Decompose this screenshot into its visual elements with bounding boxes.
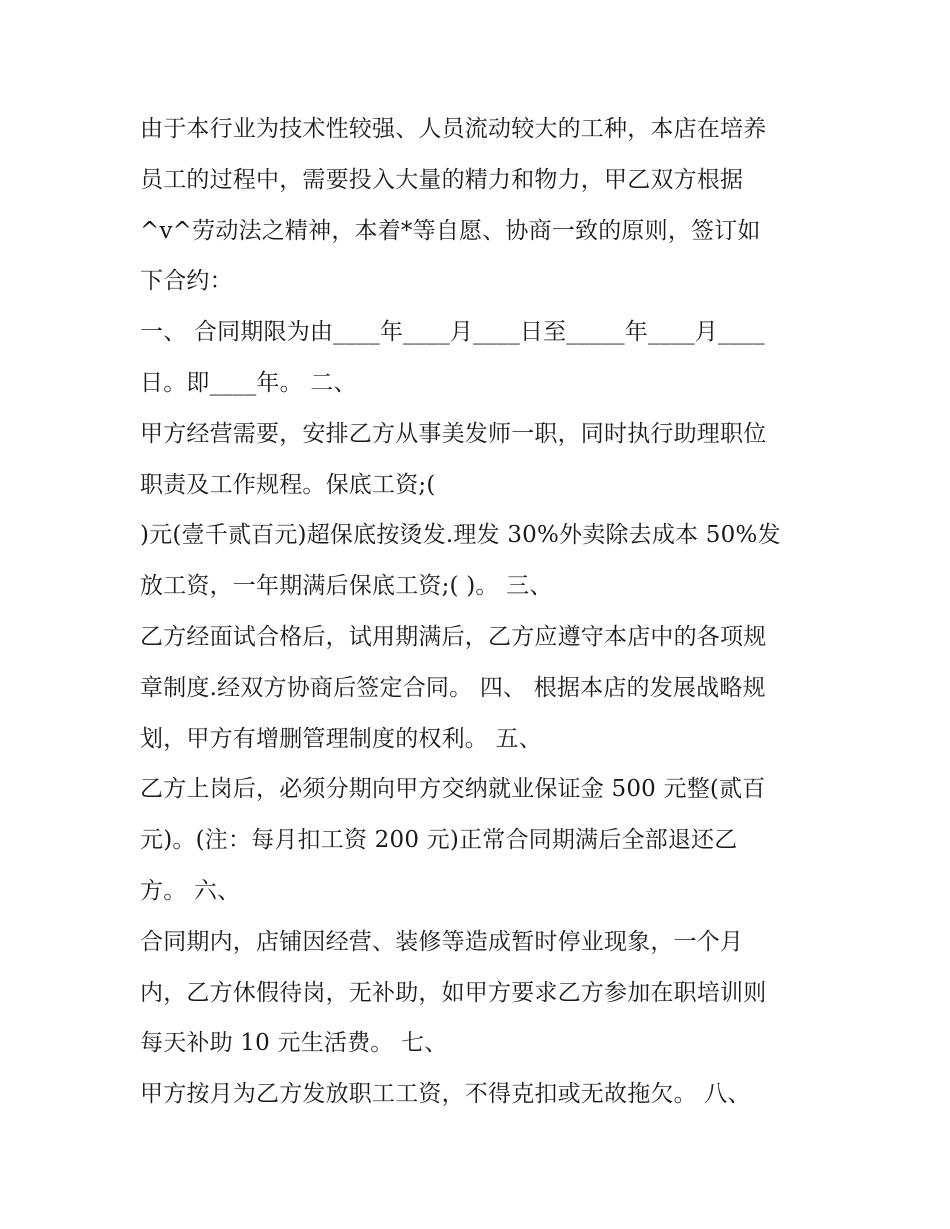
text-line: 乙方上岗后，必须分期向甲方交纳就业保证金 500 元整(贰百 [140,776,766,803]
text-line: 每天补助 10 元生活费。 七、 [140,1030,448,1057]
text-line: 乙方经面试合格后，试用期满后，乙方应遵守本店中的各项规 [140,623,767,650]
text-line: 员工的过程中，需要投入大量的精力和物力，甲乙双方根据 [140,166,744,193]
text-line: 放工资，一年期满后保底工资;( )。 三、 [140,573,553,600]
text-line: 划，甲方有增删管理制度的权利。 五、 [140,725,542,752]
text-line: )元(壹千贰百元)超保底按烫发.理发 30%外卖除去成本 50%发 [140,522,781,549]
text-line: 由于本行业为技术性较强、人员流动较大的工种，本店在培养 [140,116,767,142]
text-line: 合同期内，店铺因经营、装修等造成暂时停业现象，一个月 [140,928,744,955]
contract-text [140,104,830,1120]
text-line: 日。即____年。 二、 [140,369,357,396]
text-line: ^v^劳动法之精神，本着*等自愿、协商一致的原则，签订如 [140,217,761,244]
text-line: 一、 合同期限为由____年____月____日至_____年____月____ [140,319,765,346]
text-line: 元)。(注：每月扣工资 200 元)正常合同期满后全部退还乙 [140,827,738,854]
text-line: 下合约： [140,268,233,295]
text-line: 方。 六、 [140,877,241,904]
text-line: 甲方经营需要，安排乙方从事美发师一职，同时执行助理职位 [140,420,767,447]
text-line: 职责及工作规程。保底工资;( [140,471,436,498]
text-line: 内，乙方休假待岗，无补助，如甲方要求乙方参加在职培训则 [140,979,767,1006]
text-line: 章制度.经双方协商后签定合同。 四、 根据本店的发展战略规 [140,674,766,701]
text-line: 甲方按月为乙方发放职工工资，不得克扣或无故拖欠。 八、 [140,1081,751,1108]
